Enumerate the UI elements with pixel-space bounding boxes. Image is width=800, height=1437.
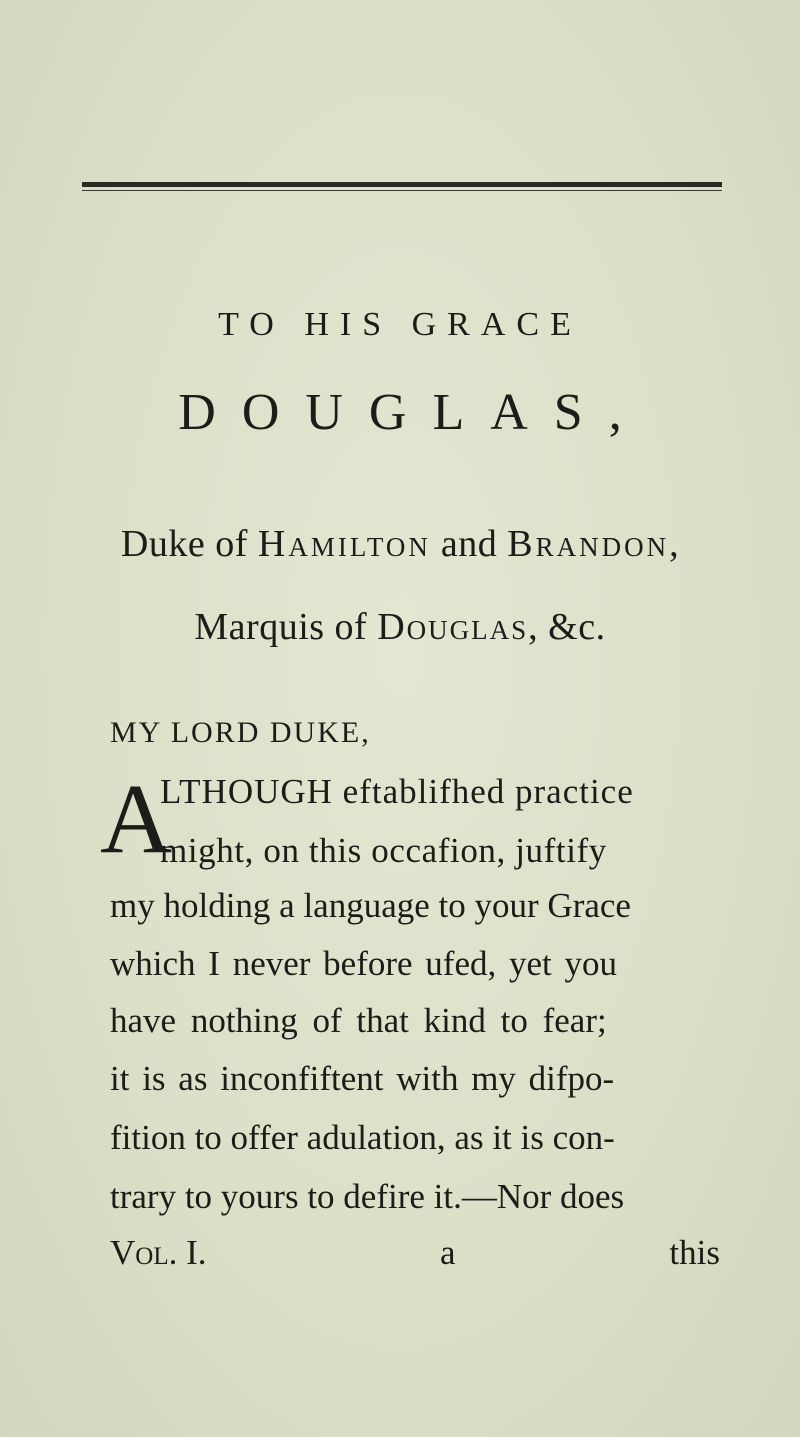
salutation: MY LORD DUKE, — [110, 716, 371, 749]
title-text: Marquis of — [194, 606, 378, 648]
title-douglas: Douglas — [377, 606, 529, 648]
body-line: trary to yours to defire it.—Nor does — [110, 1177, 625, 1216]
body-line: LTHOUGH eftablifhed practice — [160, 772, 634, 811]
title-line-2 — [0, 605, 800, 649]
decorative-rule-thin — [82, 190, 722, 191]
drop-cap: A — [100, 763, 173, 874]
volume-mark: Vol. I. — [110, 1233, 207, 1272]
decorative-rule — [82, 182, 722, 187]
dedication-heading: TO HIS GRACE — [218, 306, 582, 343]
title-text: , — [669, 523, 680, 565]
signature-mark: a — [440, 1233, 456, 1272]
page-footer — [110, 1233, 720, 1273]
body-line: which I never before ufed, yet you — [110, 944, 617, 983]
title-text: Duke of — [120, 523, 258, 565]
dedicatee-name: DOUGLAS, — [178, 384, 648, 441]
body-line: have nothing of that kind to fear; — [110, 1001, 607, 1040]
title-text: , &c. — [528, 606, 606, 648]
body-line: fition to offer adulation, as it is con- — [110, 1118, 615, 1157]
body-line: my holding a language to your Grace — [110, 886, 631, 925]
body-line: might, on this occafion, juftify — [160, 831, 607, 870]
title-line-1 — [0, 522, 800, 566]
title-text: and — [430, 523, 508, 565]
title-hamilton: Hamilton — [257, 523, 431, 565]
body-line: it is as inconfiftent with my difpo- — [110, 1059, 615, 1098]
catchword: this — [669, 1233, 720, 1272]
title-brandon: Brandon — [507, 523, 670, 565]
